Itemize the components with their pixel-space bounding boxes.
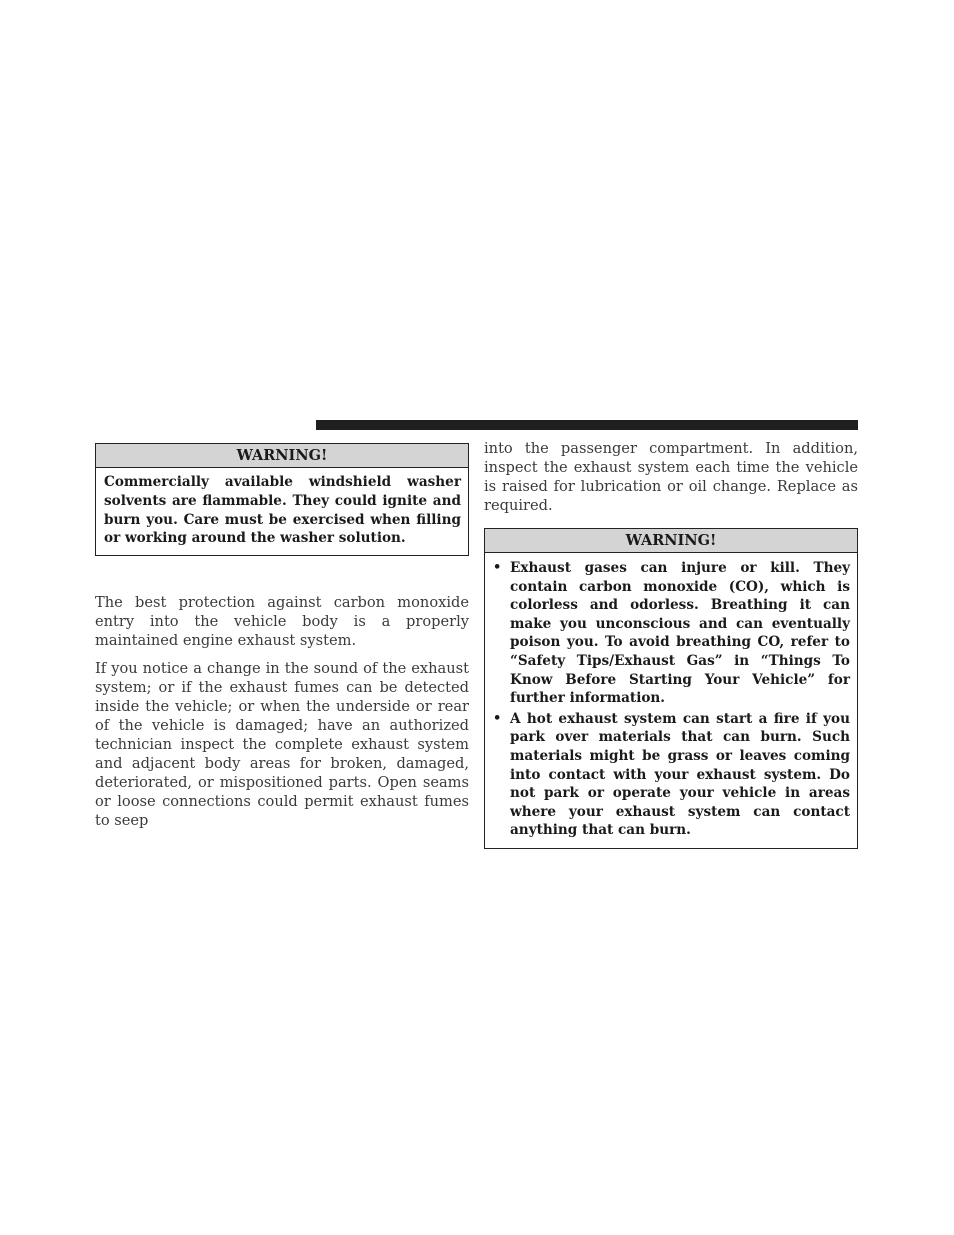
warning-item-text: Exhaust gases can injure or kill. They contain carbon monoxide (CO), which is colorless and odorless. Breathing it can make you unconscious and can eventually poison you. To avoid breathing CO, refer to “Safety Tips/Exhaust Gas” in “Things To Know Before Starting Your Vehicle” for further information. xyxy=(510,560,850,707)
warning-title: WARNING! xyxy=(485,529,857,553)
body-paragraph-exhaust-protection: The best protection against carbon monoxide entry into the vehicle body is a properly maintained engine exhaust system. xyxy=(95,594,469,650)
bullet-icon: • xyxy=(493,560,502,575)
warning-text: Commercially available windshield washer solvents are flammable. They could ignite and burn you. Care must be exercised when filling or working around the washer solution. xyxy=(104,474,461,547)
washer-solvent-warning-box xyxy=(95,443,469,556)
right-column xyxy=(484,440,858,849)
warning-item-text: A hot exhaust system can start a fire if you park over materials that can burn. Such materials might be grass or leaves coming into contact with your exhaust system. Do not park or operate your vehicle in areas where your exhaust system can contact anything that can burn. xyxy=(510,710,850,839)
exhaust-gas-warning-box xyxy=(484,528,858,849)
warning-title: WARNING! xyxy=(96,444,468,468)
header-rule xyxy=(316,420,858,430)
warning-list-item xyxy=(493,559,850,708)
warning-list-item xyxy=(493,710,850,840)
bullet-icon: • xyxy=(493,710,502,726)
left-column xyxy=(95,443,469,830)
warning-list xyxy=(485,553,857,848)
body-paragraph-continued: into the passenger compartment. In addition, inspect the exhaust system each time the vehicle is raised for lubrication or oil change. Replace as required. xyxy=(484,440,858,514)
body-paragraph-exhaust-inspection: If you notice a change in the sound of the exhaust system; or if the exhaust fumes can be detected inside the vehicle; or when the underside or rear of the vehicle is damaged; have an authorized technician inspect the complete exhaust system and adjacent body areas for broken, damaged, deteriorated, or mispositioned parts. Open seams or loose connections could permit exhaust fumes to seep xyxy=(95,660,469,830)
